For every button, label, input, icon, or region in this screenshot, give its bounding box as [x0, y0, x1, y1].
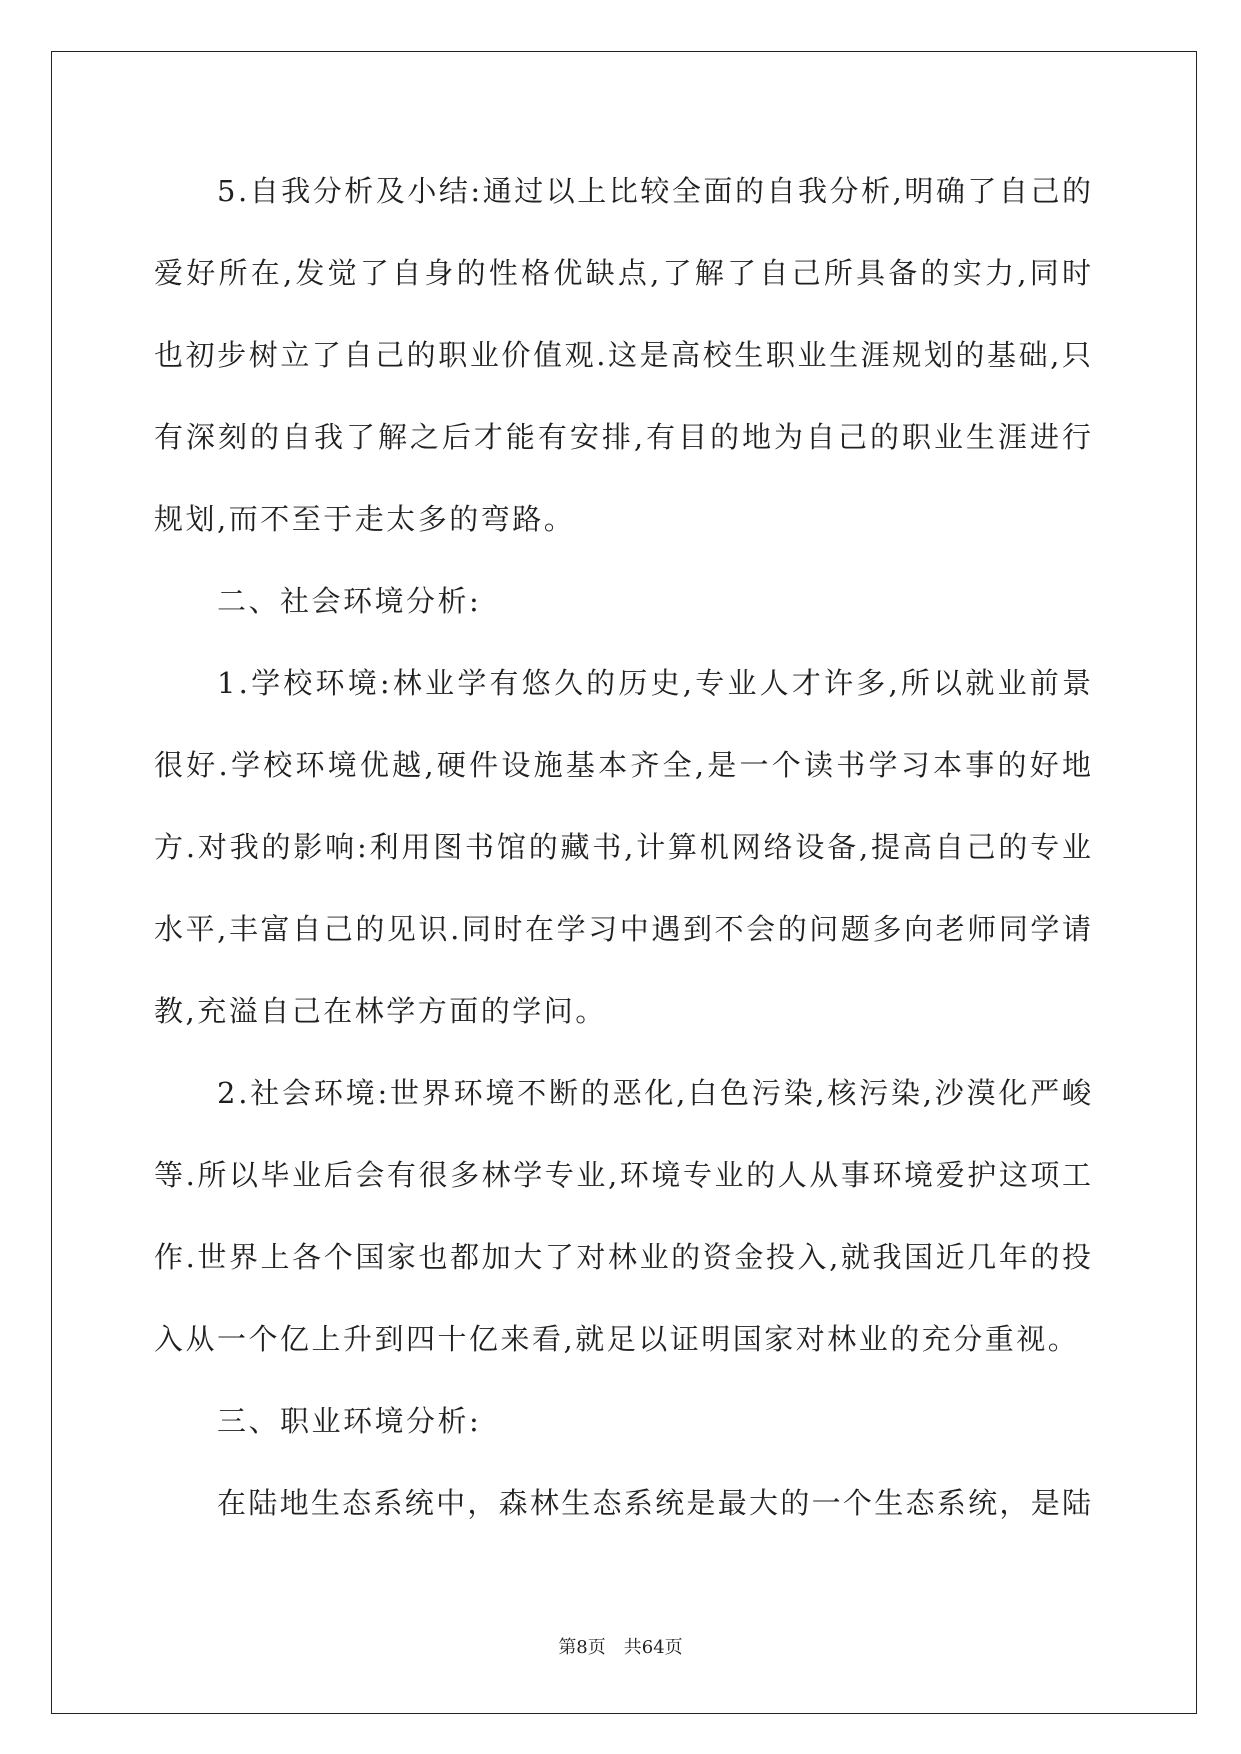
text-line [217, 1052, 1094, 1134]
text-line-content: 教,充溢自己在林学方面的学问。 [154, 994, 607, 1028]
text-line-content: 规划,而不至于走太多的弯路。 [154, 502, 576, 536]
text-line-content: 也初步树立了自己的职业价值观.这是高校生职业生涯规划的基础,只 [154, 338, 1094, 372]
paragraph-self-analysis-summary [154, 150, 1095, 560]
page-footer [0, 1633, 1241, 1663]
page-number: 第8页 [558, 1637, 606, 1658]
text-line-content: 1.学校环境:林业学有悠久的历史,专业人才许多,所以就业前景 [217, 666, 1095, 700]
text-line [154, 478, 1091, 560]
text-line-content: 作.世界上各个国家也都加大了对林业的资金投入,就我国近几年的投 [154, 1240, 1094, 1274]
text-line-content: 方.对我的影响:利用图书馆的藏书,计算机网络设备,提高自己的专业 [154, 830, 1094, 864]
text-line [217, 150, 1094, 232]
text-line-content: 入从一个亿上升到四十亿来看,就足以证明国家对林业的充分重视。 [154, 1322, 1080, 1356]
text-line [154, 314, 1094, 396]
section-heading: 三、职业环境分析: [217, 1404, 482, 1438]
document-body [154, 150, 1095, 1544]
heading-career-environment-analysis [154, 1380, 1091, 1462]
text-line [154, 888, 1094, 970]
text-line [217, 1462, 1094, 1544]
text-line-content: 爱好所在,发觉了自身的性格优缺点,了解了自己所具备的实力,同时 [154, 256, 1095, 290]
text-line-content: 等.所以毕业后会有很多林学专业,环境专业的人从事环境爱护这项工 [154, 1158, 1094, 1192]
text-line [154, 1134, 1094, 1216]
text-line [154, 1216, 1094, 1298]
text-line [217, 1380, 1091, 1462]
text-line-content: 2.社会环境:世界环境不断的恶化,白色污染,核污染,沙漠化严峻 [217, 1076, 1094, 1110]
text-line [217, 642, 1095, 724]
text-line [154, 1298, 1091, 1380]
text-line-content: 在陆地生态系统中，森林生态系统是最大的一个生态系统，是陆 [217, 1486, 1094, 1520]
text-line-content: 有深刻的自我了解之后才能有安排,有目的地为自己的职业生涯进行 [154, 420, 1094, 454]
text-line [154, 724, 1095, 806]
text-line [154, 396, 1094, 478]
text-line [154, 970, 1091, 1052]
paragraph-school-environment [154, 642, 1095, 1052]
page-total: 共64页 [623, 1637, 683, 1658]
paragraph-social-environment [154, 1052, 1094, 1380]
text-line-content: 5.自我分析及小结:通过以上比较全面的自我分析,明确了自己的 [217, 174, 1094, 208]
text-line-content: 水平,丰富自己的见识.同时在学习中遇到不会的问题多向老师同学请 [154, 912, 1094, 946]
heading-social-environment-analysis [154, 560, 1091, 642]
text-line [217, 560, 1091, 642]
text-line [154, 232, 1095, 314]
section-heading: 二、社会环境分析: [217, 584, 482, 618]
paragraph-forest-ecosystem [154, 1462, 1094, 1544]
text-line-content: 很好.学校环境优越,硬件设施基本齐全,是一个读书学习本事的好地 [154, 748, 1095, 782]
text-line [154, 806, 1094, 888]
